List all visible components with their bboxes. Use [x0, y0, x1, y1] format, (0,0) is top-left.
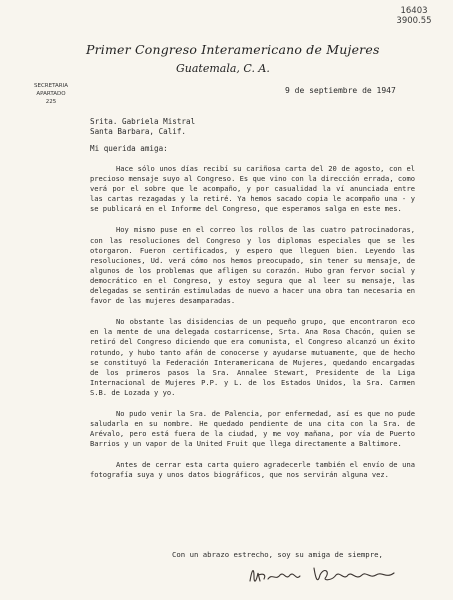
letter-date: 9 de septiembre de 1947 [285, 86, 396, 95]
po-box-block [31, 82, 71, 106]
paragraph: Hace sólo unos días recibí su cariñosa carta del 20 de agosto, con el precioso mensaje suyo al Congreso. Es que vino con la dirección errada, como verá por el sobre que le acompaño, y por casualidad la ví anunciada entre las cartas rezagadas y la retiré. Ya hemos sacado copia le acompaño una - y se publicará en el Informe del Congreso, que esperamos salga en este mes. [90, 164, 415, 214]
addressee-location: Santa Barbara, Calif. [90, 127, 187, 137]
archive-marks [385, 6, 443, 26]
handwritten-signature [244, 563, 404, 587]
addressee-name: Srita. Gabriela Mistral [90, 117, 196, 126]
letter-body [90, 164, 415, 492]
po-box-line: 225 [45, 99, 57, 105]
po-box-line: SECRETARIA [33, 83, 68, 89]
paragraph: Hoy mismo puse en el correo los rollos de las cuatro patrocinadoras, con las resoluciones del Congreso y los diplomas especiales que se les otorgaron. Fueron certificados, y espero que lleguen bien. Leyendo las resoluciones, Ud. verá cómo nos hemos preocupado, sin tener su mensaje, de algunos de los problemas que afligen su corazón. Hubo gran fervor social y democrático en el Congreso, y estoy segura que al leer su mensaje, las delegadas se sentirán estimuladas de nuevo a hacer una obra tan necesaria en favor de las mujeres desamparadas. [90, 225, 415, 306]
addressee-block [90, 117, 195, 137]
archive-mark-2: 3900.55 [396, 16, 432, 26]
letterhead-title: Primer Congreso Interamericano de Mujeres [86, 42, 380, 57]
salutation: Mi querida amiga: [90, 144, 168, 153]
paragraph: No pudo venir la Sra. de Palencia, por enfermedad, así es que no pude saludarla en su nombre. He quedado pendiente de una cita con la Sra. de Arévalo, pero está fuera de la ciudad, y me voy mañana, por vía de Puerto Barrios y un vapor de la United Fruit que llega directamente a Baltimore. [90, 408, 415, 449]
archive-mark-1: 16403 [400, 6, 428, 16]
paragraph: No obstante las disidencias de un pequeño grupo, que encontraron eco en la mente de una delegada costarricense, Srta. Ana Rosa Chacón, quien se retiró del Congreso diciendo que era comunista, el Congreso alcanzó un éxito rotundo, y hubo tanto afán de conocerse y ayudarse mutuamente, que de hecho se constituyó la Federación Interamericana de Mujeres, quedando encargadas de los primeros pasos la Sra. Annalee Stewart, Presidente de la Liga Internacional de Mujeres P.P. y L. de los Estados Unidos, la Sra. Carmen S.B. de Lozada y yo. [90, 317, 415, 397]
closing-line: Con un abrazo estrecho, soy su amiga de siempre, [172, 550, 383, 559]
paragraph: Antes de cerrar esta carta quiero agradecerle también el envío de una fotografía suya y unos datos biográficos, que nos servirán alguna vez. [90, 460, 415, 480]
letterhead-city: Guatemala, C. A. [176, 62, 270, 75]
signature-drawing [244, 563, 404, 587]
po-box-line: APARTADO [36, 91, 66, 97]
